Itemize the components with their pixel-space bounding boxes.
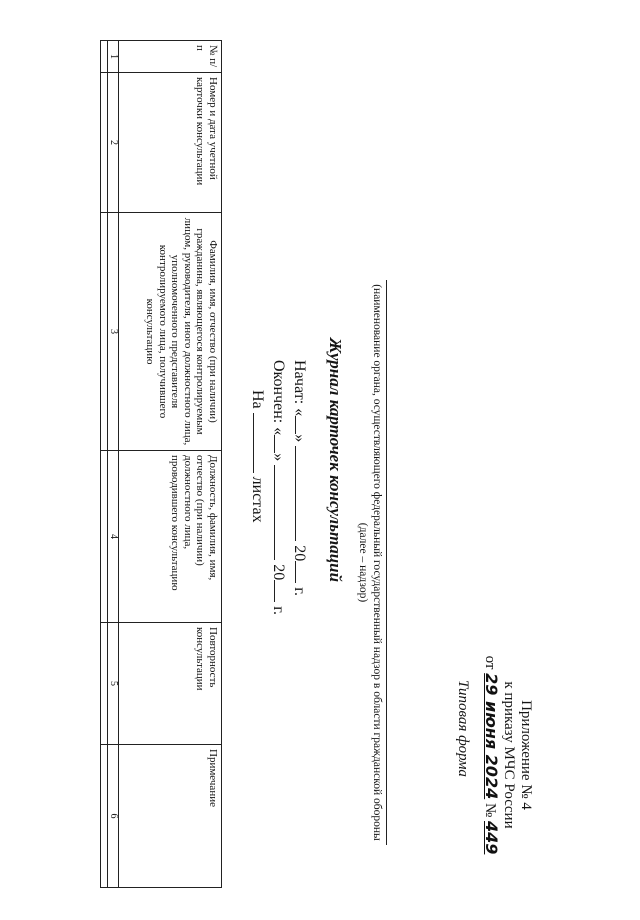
- org-caption: (наименование органа, осуществляющего федеральный государственный надзор в области гражданской обороны (далее – надзор): [357, 284, 383, 841]
- header-cell: Должность, фамилия, имя, отчество (при наличии) должностного лица, проводившего консультацию: [119, 451, 222, 623]
- handwritten-date: 29 июня 2024: [482, 673, 501, 800]
- header-cell: Примечание: [119, 745, 222, 888]
- table-cell: [101, 623, 108, 745]
- day-blank: [295, 416, 310, 434]
- month-blank: [295, 446, 310, 541]
- year-blank: [274, 580, 289, 602]
- day-blank: [274, 435, 289, 453]
- consultations-table: [100, 40, 222, 888]
- header-cell: Номер и дата учетной карточки консультации: [119, 73, 222, 213]
- column-number: 5: [108, 623, 119, 745]
- header-cell: № п/п: [119, 41, 222, 73]
- table-cell: [101, 41, 108, 73]
- column-number-row: [108, 41, 119, 888]
- column-number: 4: [108, 451, 119, 623]
- journal-period: [247, 360, 310, 720]
- sheets-line: На листах: [249, 390, 266, 523]
- header-cell: Фамилия, имя, отчество (при наличии) гражданина, являющегося контролируемым лицом, руководителя, иного должностного лица, уполномоченного представителя контролируемого лица, получившего консультацию: [119, 213, 222, 451]
- journal-title: Журнал карточек консультаций: [326, 337, 345, 583]
- appendix-order-ref: к приказу МЧС России: [501, 681, 517, 829]
- org-name-line: [386, 280, 387, 845]
- column-number: 6: [108, 745, 119, 888]
- column-number: 1: [108, 41, 119, 73]
- appendix-date-line: от 29 июня 2024 № 449: [482, 655, 501, 855]
- table-cell: [101, 73, 108, 213]
- table-row: [101, 41, 108, 888]
- started-line: Начат: «» 20 г.: [291, 360, 308, 596]
- table-cell: [101, 451, 108, 623]
- ended-line: Окончен: «» 20 г.: [270, 360, 287, 615]
- document-sheet: [20, 20, 620, 900]
- column-number: 2: [108, 73, 119, 213]
- form-type-label: Типовая форма: [455, 680, 471, 777]
- header-cell: Повторность консультации: [119, 623, 222, 745]
- table-cell: [101, 213, 108, 451]
- year-blank: [295, 561, 310, 583]
- month-blank: [274, 465, 289, 560]
- appendix-header: [481, 620, 534, 890]
- table-header-row: [119, 41, 222, 888]
- sheets-blank: [253, 413, 268, 473]
- handwritten-order-number: 449: [482, 821, 501, 855]
- table-cell: [101, 745, 108, 888]
- appendix-number: Приложение № 4: [518, 700, 534, 810]
- column-number: 3: [108, 213, 119, 451]
